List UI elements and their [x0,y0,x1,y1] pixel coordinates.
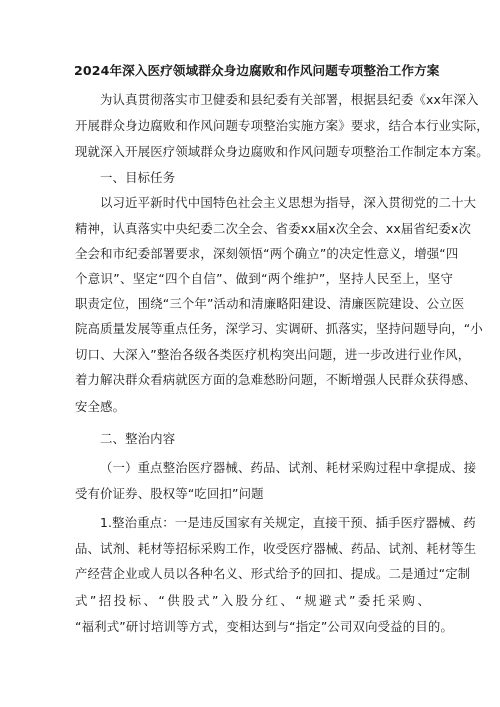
subsection-1-line-1: （一）重点整治医疗器械、药品、试剂、耗材采购过程中拿提成、接 [100,460,477,475]
section-1-line-9: 安全感。 [75,399,126,414]
section-2-heading: 二、整治内容 [100,431,176,446]
section-1-heading: 一、目标任务 [100,170,176,185]
section-1-line-6: 院高质量发展等重点任务，深学习、实调研、抓落实，坚持问题导向，“小 [75,321,483,336]
intro-line-1: 为认真贯彻落实市卫健委和县纪委有关部署，根据县纪委《xx年深入 [100,92,479,107]
section-1-line-2: 精神，认真落实中央纪委二次全会、省委xx届x次全会、xx届省纪委x次 [75,221,472,236]
section-1-line-7: 切口、大深入”整治各级各类医疗机构突出问题，进一步改进行业作风， [75,347,471,362]
section-1-line-3: 全会和市纪委部署要求，深刻领悟“两个确立”的决定性意义，增强“四 [75,246,459,261]
intro-line-2: 开展群众身边腐败和作风问题专项整治实施方案》要求，结合本行业实际， [75,118,489,133]
item-1-line-2: 品、试剂、耗材等招标采购工作，收受医疗器械、药品、试剂、耗材等生 [75,541,477,556]
section-1-line-4: 个意识”、坚定“四个自信”、做到“两个维护”，坚持人民至上，坚守 [75,271,453,286]
subsection-1-line-2: 受有价证券、股权等“吃回扣”问题 [75,486,264,501]
section-1-line-5: 职责定位，围绕“三个年”活动和清廉略阳建设、清廉医院建设、公立医 [75,296,465,311]
item-1-line-1: 1.整治重点：一是违反国家有关规定，直接干预、插手医疗器械、药 [100,515,476,530]
item-1-line-4: 式”招投标、“供股式”入股分红、“规避式”委托采购、 [75,593,430,608]
intro-line-3: 现就深入开展医疗领域群众身边腐败和作风问题专项整治工作制定本方案。 [75,144,489,159]
section-1-line-8: 着力解决群众看病就医方面的急难愁盼问题，不断增强人民群众获得感、 [75,372,477,387]
section-1-line-1: 以习近平新时代中国特色社会主义思想为指导，深入贯彻党的二十大 [100,195,477,210]
item-1-line-5: “福利式”研讨培训等方式，变相达到与“指定”公司双向受益的目的。 [75,619,453,634]
item-1-line-3: 产经营企业或人员以各种名义、形式给予的回扣、提成。二是通过“定制 [75,566,471,581]
document-title: 2024年深入医疗领域群众身边腐败和作风问题专项整治工作方案 [74,63,440,78]
